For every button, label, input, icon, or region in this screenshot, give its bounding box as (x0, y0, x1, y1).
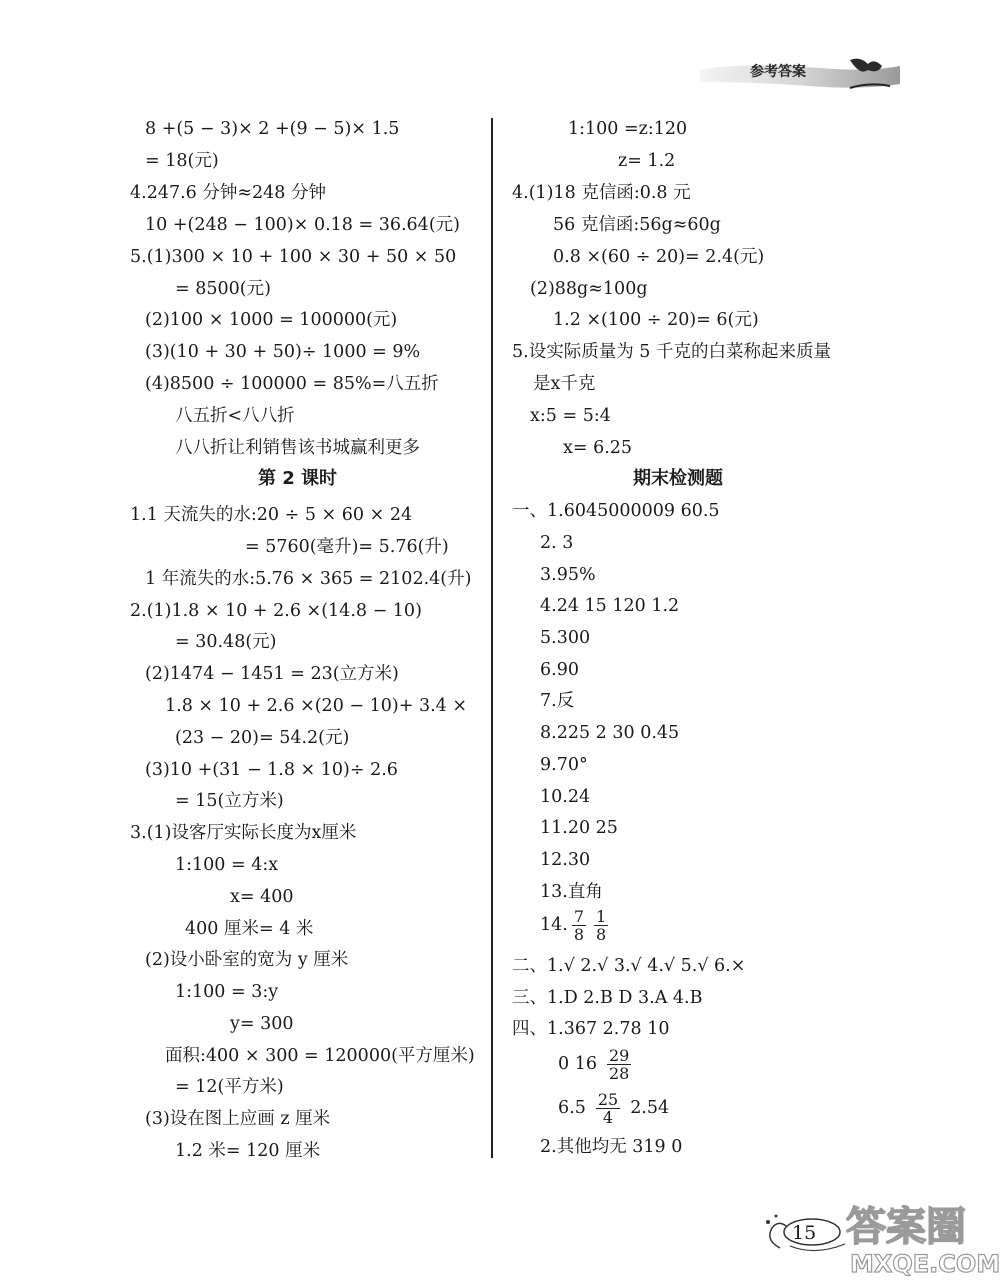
answer-line: 是x千克 (533, 374, 596, 394)
answer-line-fractions (540, 907, 612, 943)
answer-line: (2)1474 − 1451 = 23(立方米) (145, 664, 399, 684)
answer-line: 56 克信函:56g≈60g (553, 215, 721, 235)
answer-line: 8.225 2 30 0.45 (540, 723, 680, 743)
answer-line: 11.20 25 (540, 818, 618, 838)
answer-line: 三、1.D 2.B D 3.A 4.B (512, 988, 703, 1008)
answer-line-fractions (558, 1090, 669, 1126)
answer-line: 13.直角 (540, 882, 603, 902)
answer-line: x:5 = 5:4 (530, 406, 611, 426)
fraction-29-28: $\frac{29}{28}$ (608, 1046, 630, 1083)
answer-line: x= 400 (230, 887, 294, 907)
answer-line: (3)(10 + 30 + 50)÷ 1000 = 9% (145, 342, 421, 362)
fraction-1-8: $\frac{1}{8}$ (596, 907, 607, 944)
page-number: 15 (792, 1222, 817, 1244)
answer-line: 2. 3 (540, 533, 574, 553)
watermark-logo (840, 1190, 1000, 1282)
answer-line: (2)设小卧室的宽为 y 厘米 (145, 950, 349, 970)
answer-line: x= 6.25 (563, 438, 633, 458)
section-heading: 第 2 课时 (258, 468, 338, 489)
answer-line: = 12(平方米) (175, 1077, 284, 1097)
answer-line: z= 1.2 (618, 151, 676, 171)
fraction-25-4: $\frac{25}{4}$ (597, 1090, 619, 1127)
answer-line: 1:100 =z:120 (568, 119, 688, 139)
answer-line: 八五折<八八折 (175, 406, 295, 426)
answer-line: 10 +(248 − 100)× 0.18 = 36.64(元) (145, 215, 460, 235)
answer-line: 5.(1)300 × 10 + 100 × 30 + 50 × 50 (130, 247, 457, 267)
answer-line-fractions (558, 1046, 635, 1082)
answer-line: (4)8500 ÷ 100000 = 85%=八五折 (145, 374, 439, 394)
answer-line: 1:100 = 3:y (175, 982, 279, 1002)
header-label: 参考答案 (750, 64, 806, 80)
column-divider (491, 118, 493, 1158)
answer-line: 10.24 (540, 787, 591, 807)
answer-line: 5.设实际质量为 5 千克的白菜称起来质量 (512, 342, 831, 362)
fraction-7-8: $\frac{7}{8}$ (573, 907, 585, 944)
answer-line: 6.5 (558, 1098, 586, 1118)
answer-line: 四、1.367 2.78 10 (512, 1019, 670, 1039)
answer-line: (3)10 +(31 − 1.8 × 10)÷ 2.6 (145, 760, 398, 780)
answer-line: (23 − 20)= 54.2(元) (175, 728, 350, 748)
answer-line: 14. (540, 915, 568, 935)
answer-line: 1 年流失的水:5.76 × 365 = 2102.4(升) (145, 569, 472, 589)
answer-line: 二、1.√ 2.√ 3.√ 4.√ 5.√ 6.× (512, 956, 746, 976)
answer-line: = 30.48(元) (175, 632, 277, 652)
answer-line: 3.(1)设客厅实际长度为x厘米 (130, 823, 357, 843)
answer-line: = 15(立方米) (175, 791, 284, 811)
answer-line: 9.70° (540, 755, 588, 775)
answer-line: 4.24 15 120 1.2 (540, 596, 680, 616)
answer-line: 8 +(5 − 3)× 2 +(9 − 5)× 1.5 (145, 119, 400, 139)
answer-line: 1.1 天流失的水:20 ÷ 5 × 60 × 24 (130, 505, 413, 525)
answer-line: 7.反 (540, 691, 575, 711)
answer-line: 3.95% (540, 565, 596, 585)
svg-text:MXQE.COM: MXQE.COM (850, 1250, 1000, 1278)
answer-line: 1.2 ×(100 ÷ 20)= 6(元) (553, 310, 759, 330)
answer-line: 1.2 米= 120 厘米 (175, 1141, 321, 1161)
answer-line: y= 300 (230, 1014, 294, 1034)
answer-line: 4.(1)18 克信函:0.8 元 (512, 183, 691, 203)
answer-line: 0 16 (558, 1054, 597, 1074)
answer-line: 400 厘米= 4 米 (185, 919, 314, 939)
answer-line: = 8500(元) (175, 279, 271, 299)
answer-line: (2)100 × 1000 = 100000(元) (145, 310, 398, 330)
answer-line: (2)88g≈100g (530, 279, 648, 299)
answer-line: 2.其他均无 319 0 (540, 1137, 683, 1157)
answer-line: 2.(1)1.8 × 10 + 2.6 ×(14.8 − 10) (130, 601, 422, 621)
answer-line: 6.90 (540, 660, 579, 680)
answer-line: 面积:400 × 300 = 120000(平方厘米) (165, 1046, 475, 1066)
answer-line: 12.30 (540, 850, 591, 870)
answer-line: 1:100 = 4:x (175, 855, 279, 875)
answer-line: (3)设在图上应画 z 厘米 (145, 1109, 331, 1129)
answer-line: 一、1.6045000009 60.5 (512, 501, 720, 521)
section-heading: 期末检测题 (633, 468, 723, 489)
answer-line: = 5760(毫升)= 5.76(升) (245, 537, 449, 557)
answer-line: 0.8 ×(60 ÷ 20)= 2.4(元) (553, 247, 765, 267)
svg-text:答案圈: 答案圈 (846, 1204, 966, 1250)
answer-line: 2.54 (630, 1098, 670, 1118)
answer-line: 5.300 (540, 628, 591, 648)
answer-line: 4.247.6 分钟≈248 分钟 (130, 183, 326, 203)
answer-line: 1.8 × 10 + 2.6 ×(20 − 10)+ 3.4 × (165, 696, 467, 716)
answer-line: = 18(元) (145, 151, 219, 171)
answer-line: 八八折让利销售该书城赢利更多 (175, 438, 420, 458)
